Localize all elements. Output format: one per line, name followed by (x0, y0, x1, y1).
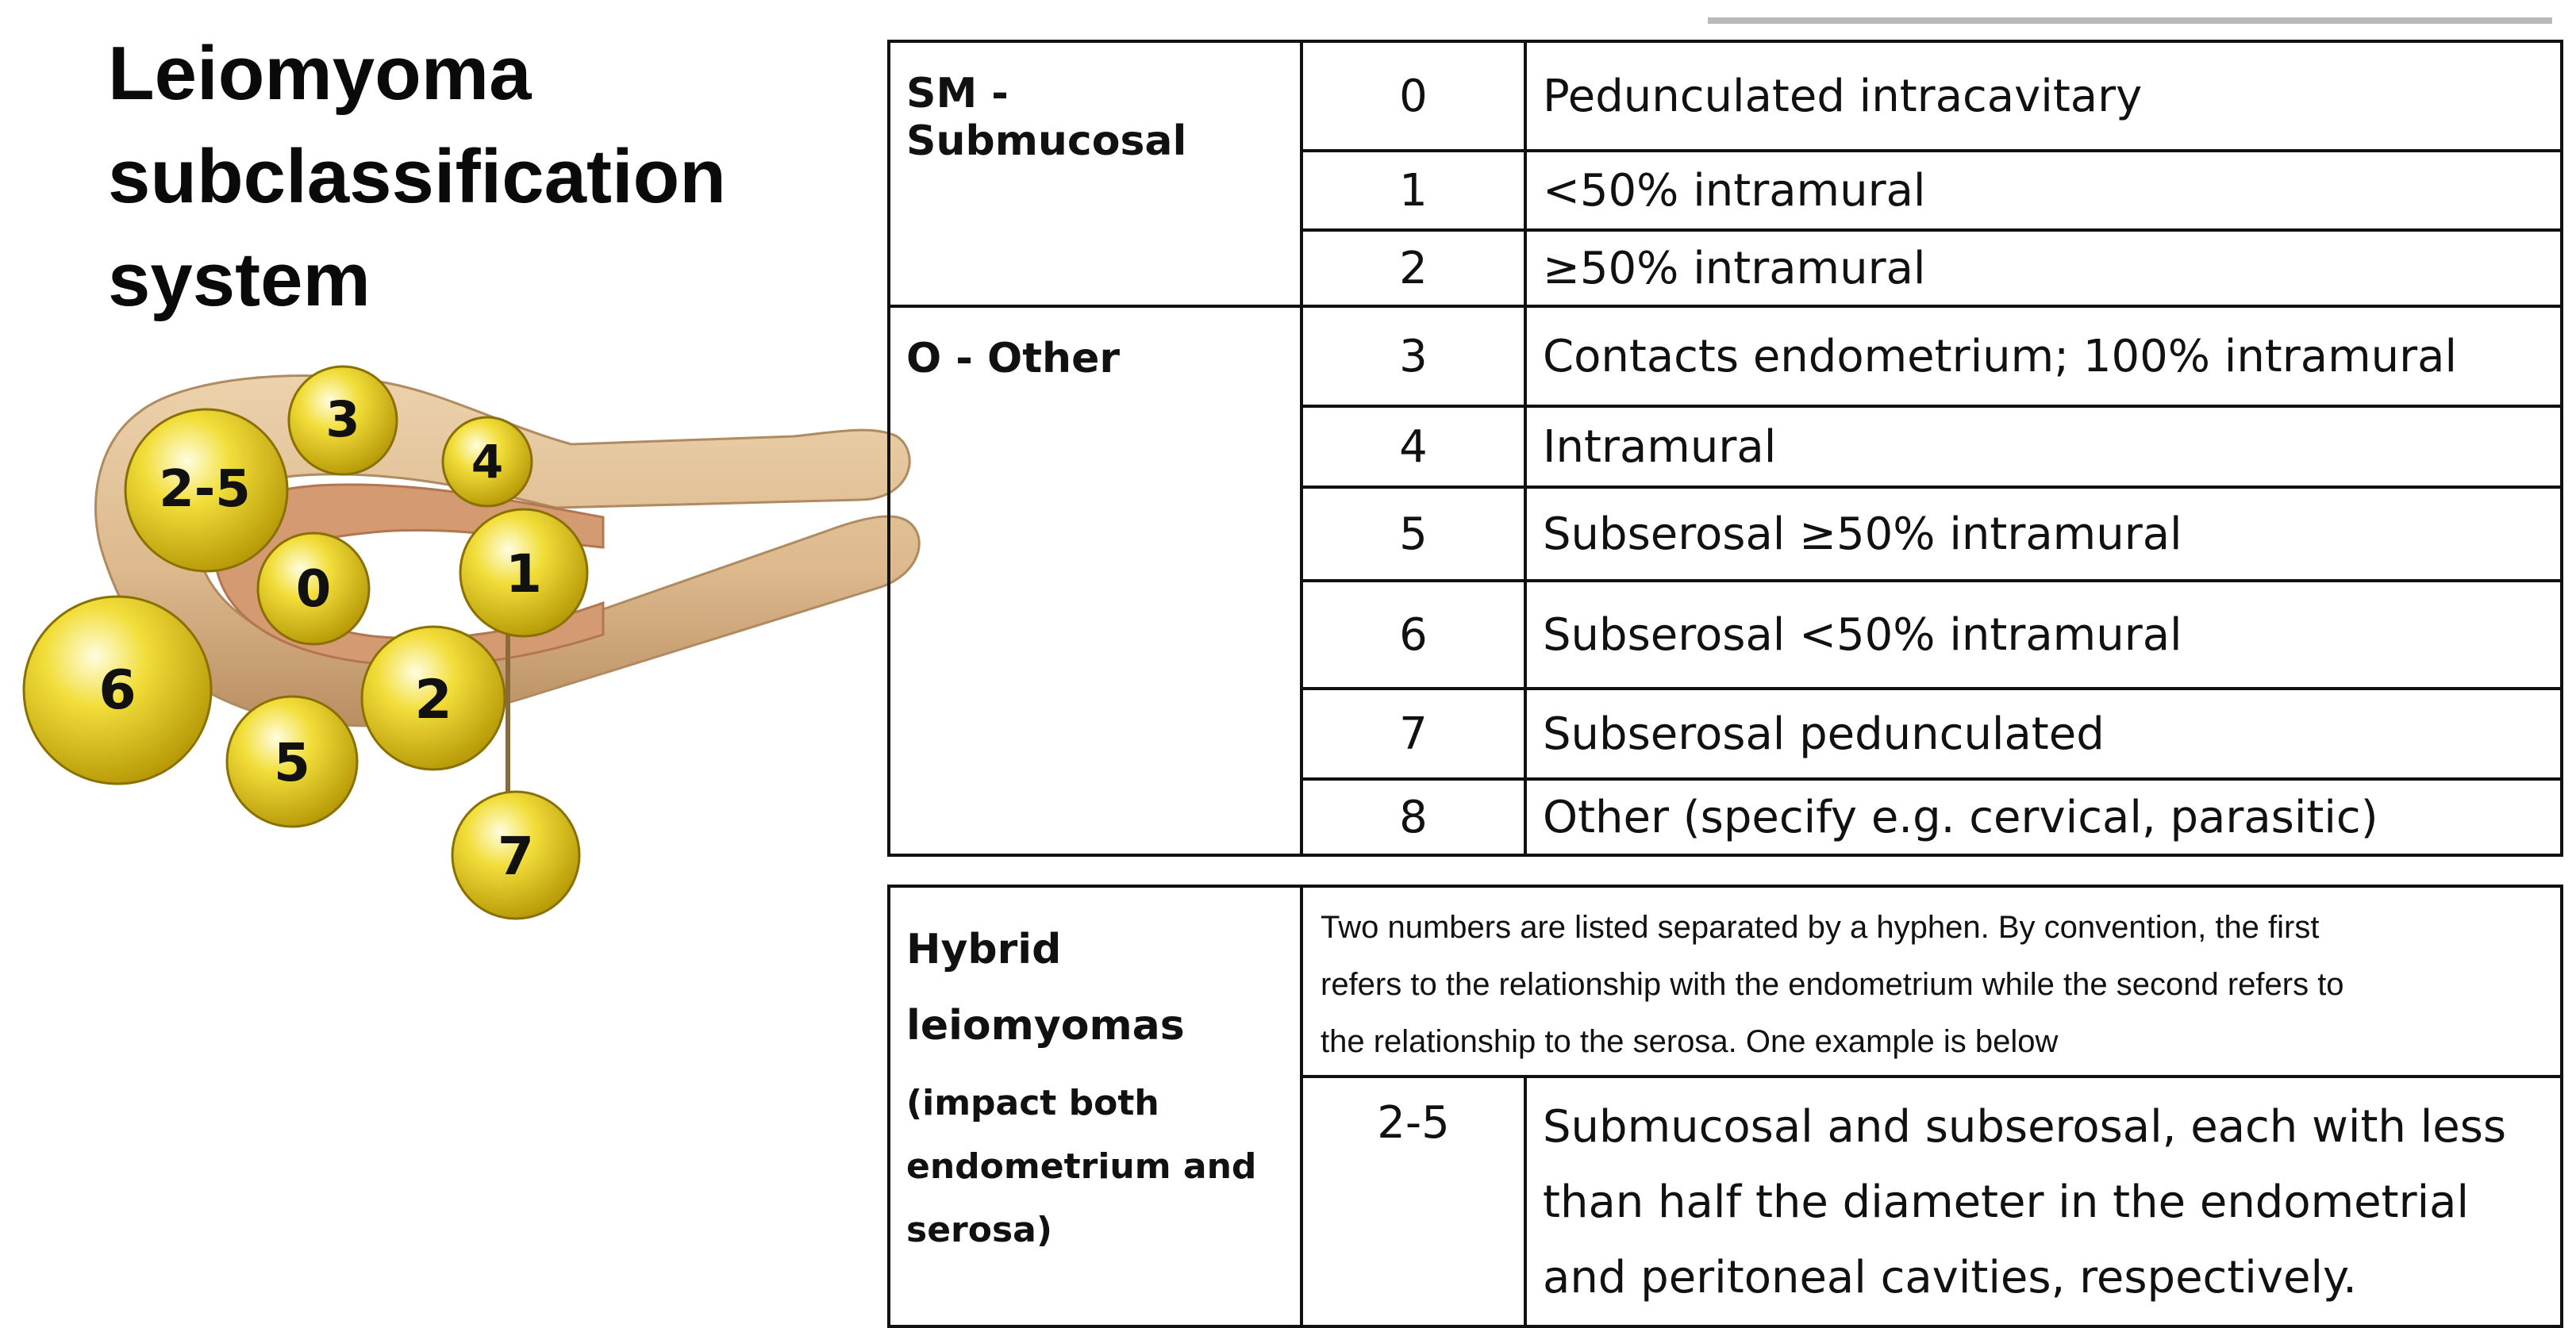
fibroid-label: 3 (325, 390, 360, 448)
description-cell: Subserosal pedunculated (1525, 689, 2562, 779)
fibroid-label: 2 (414, 669, 452, 731)
fibroid-0 (258, 533, 369, 644)
code-cell: 4 (1301, 406, 1525, 487)
example-line: Submucosal and subserosal, each with less (1543, 1101, 2507, 1153)
hybrid-subtitle-line: (impact both (906, 1083, 1159, 1123)
fibroid-4 (443, 417, 532, 506)
fibroid-label: 4 (471, 435, 504, 489)
note-line: refers to the relationship with the endometrium while the second refers to (1321, 967, 2344, 1002)
example-code: 2-5 (1301, 1077, 1525, 1326)
top-rule (1708, 17, 2552, 24)
example-line: and peritoneal cavities, respectively. (1543, 1252, 2357, 1303)
fibroid-7 (452, 792, 579, 919)
note-line: Two numbers are listed separated by a hyphen. By convention, the first (1321, 910, 2320, 945)
uterus-diagram (0, 349, 936, 936)
description-cell: Subserosal <50% intramural (1525, 581, 2562, 689)
description-cell: <50% intramural (1525, 151, 2562, 230)
hybrid-subtitle-line: endometrium and (906, 1146, 1257, 1187)
example-line: than half the diameter in the endometrial (1543, 1176, 2470, 1228)
code-cell: 0 (1301, 41, 1525, 151)
code-cell: 5 (1301, 487, 1525, 581)
description-cell: Pedunculated intracavitary (1525, 41, 2562, 151)
fibroid-2-5 (125, 409, 287, 571)
fibroid-5 (227, 697, 357, 827)
fibroid-label: 7 (498, 826, 534, 887)
description-cell: Contacts endometrium; 100% intramural (1525, 306, 2562, 406)
code-cell: 7 (1301, 689, 1525, 779)
example-description (1525, 1077, 2562, 1326)
fibroid-6 (24, 597, 211, 784)
note-line: the relationship to the serosa. One example is below (1321, 1024, 2059, 1059)
fibroid-label: 2-5 (159, 460, 251, 519)
description-cell: Other (specify e.g. cervical, parasitic) (1525, 779, 2562, 855)
category-submucosal: SM - Submucosal (889, 41, 1301, 306)
title-line: Leiomyoma (108, 31, 532, 116)
hybrid-title-line: leiomyomas (906, 1002, 1185, 1050)
fibroid-label: 5 (274, 732, 310, 793)
description-cell: Intramural (1525, 406, 2562, 487)
fibroid-label: 6 (98, 659, 136, 722)
category-other: O - Other (889, 306, 1301, 855)
hybrid-title-line: Hybrid (906, 926, 1062, 973)
hybrid-subtitle-line: serosa) (906, 1210, 1052, 1250)
hybrid-table (887, 885, 2563, 1328)
page-title (108, 22, 726, 332)
hybrid-category (889, 886, 1301, 1326)
fibroid-label: 1 (506, 543, 542, 605)
description-cell: Subserosal ≥50% intramural (1525, 487, 2562, 581)
code-cell: 3 (1301, 306, 1525, 406)
description-cell: ≥50% intramural (1525, 230, 2562, 306)
table-row (889, 306, 2562, 406)
code-cell: 8 (1301, 779, 1525, 855)
title-line: system (108, 237, 371, 322)
fibroid-3 (289, 367, 397, 474)
code-cell: 6 (1301, 581, 1525, 689)
fibroid-1 (460, 509, 587, 636)
table-row (889, 41, 2562, 151)
table-row (889, 886, 2562, 1077)
code-cell: 1 (1301, 151, 1525, 230)
title-line: subclassification (108, 134, 726, 219)
code-cell: 2 (1301, 230, 1525, 306)
hybrid-note (1301, 886, 2562, 1077)
classification-table (887, 40, 2563, 857)
fibroid-2 (362, 627, 505, 770)
fibroid-label: 0 (295, 560, 332, 619)
